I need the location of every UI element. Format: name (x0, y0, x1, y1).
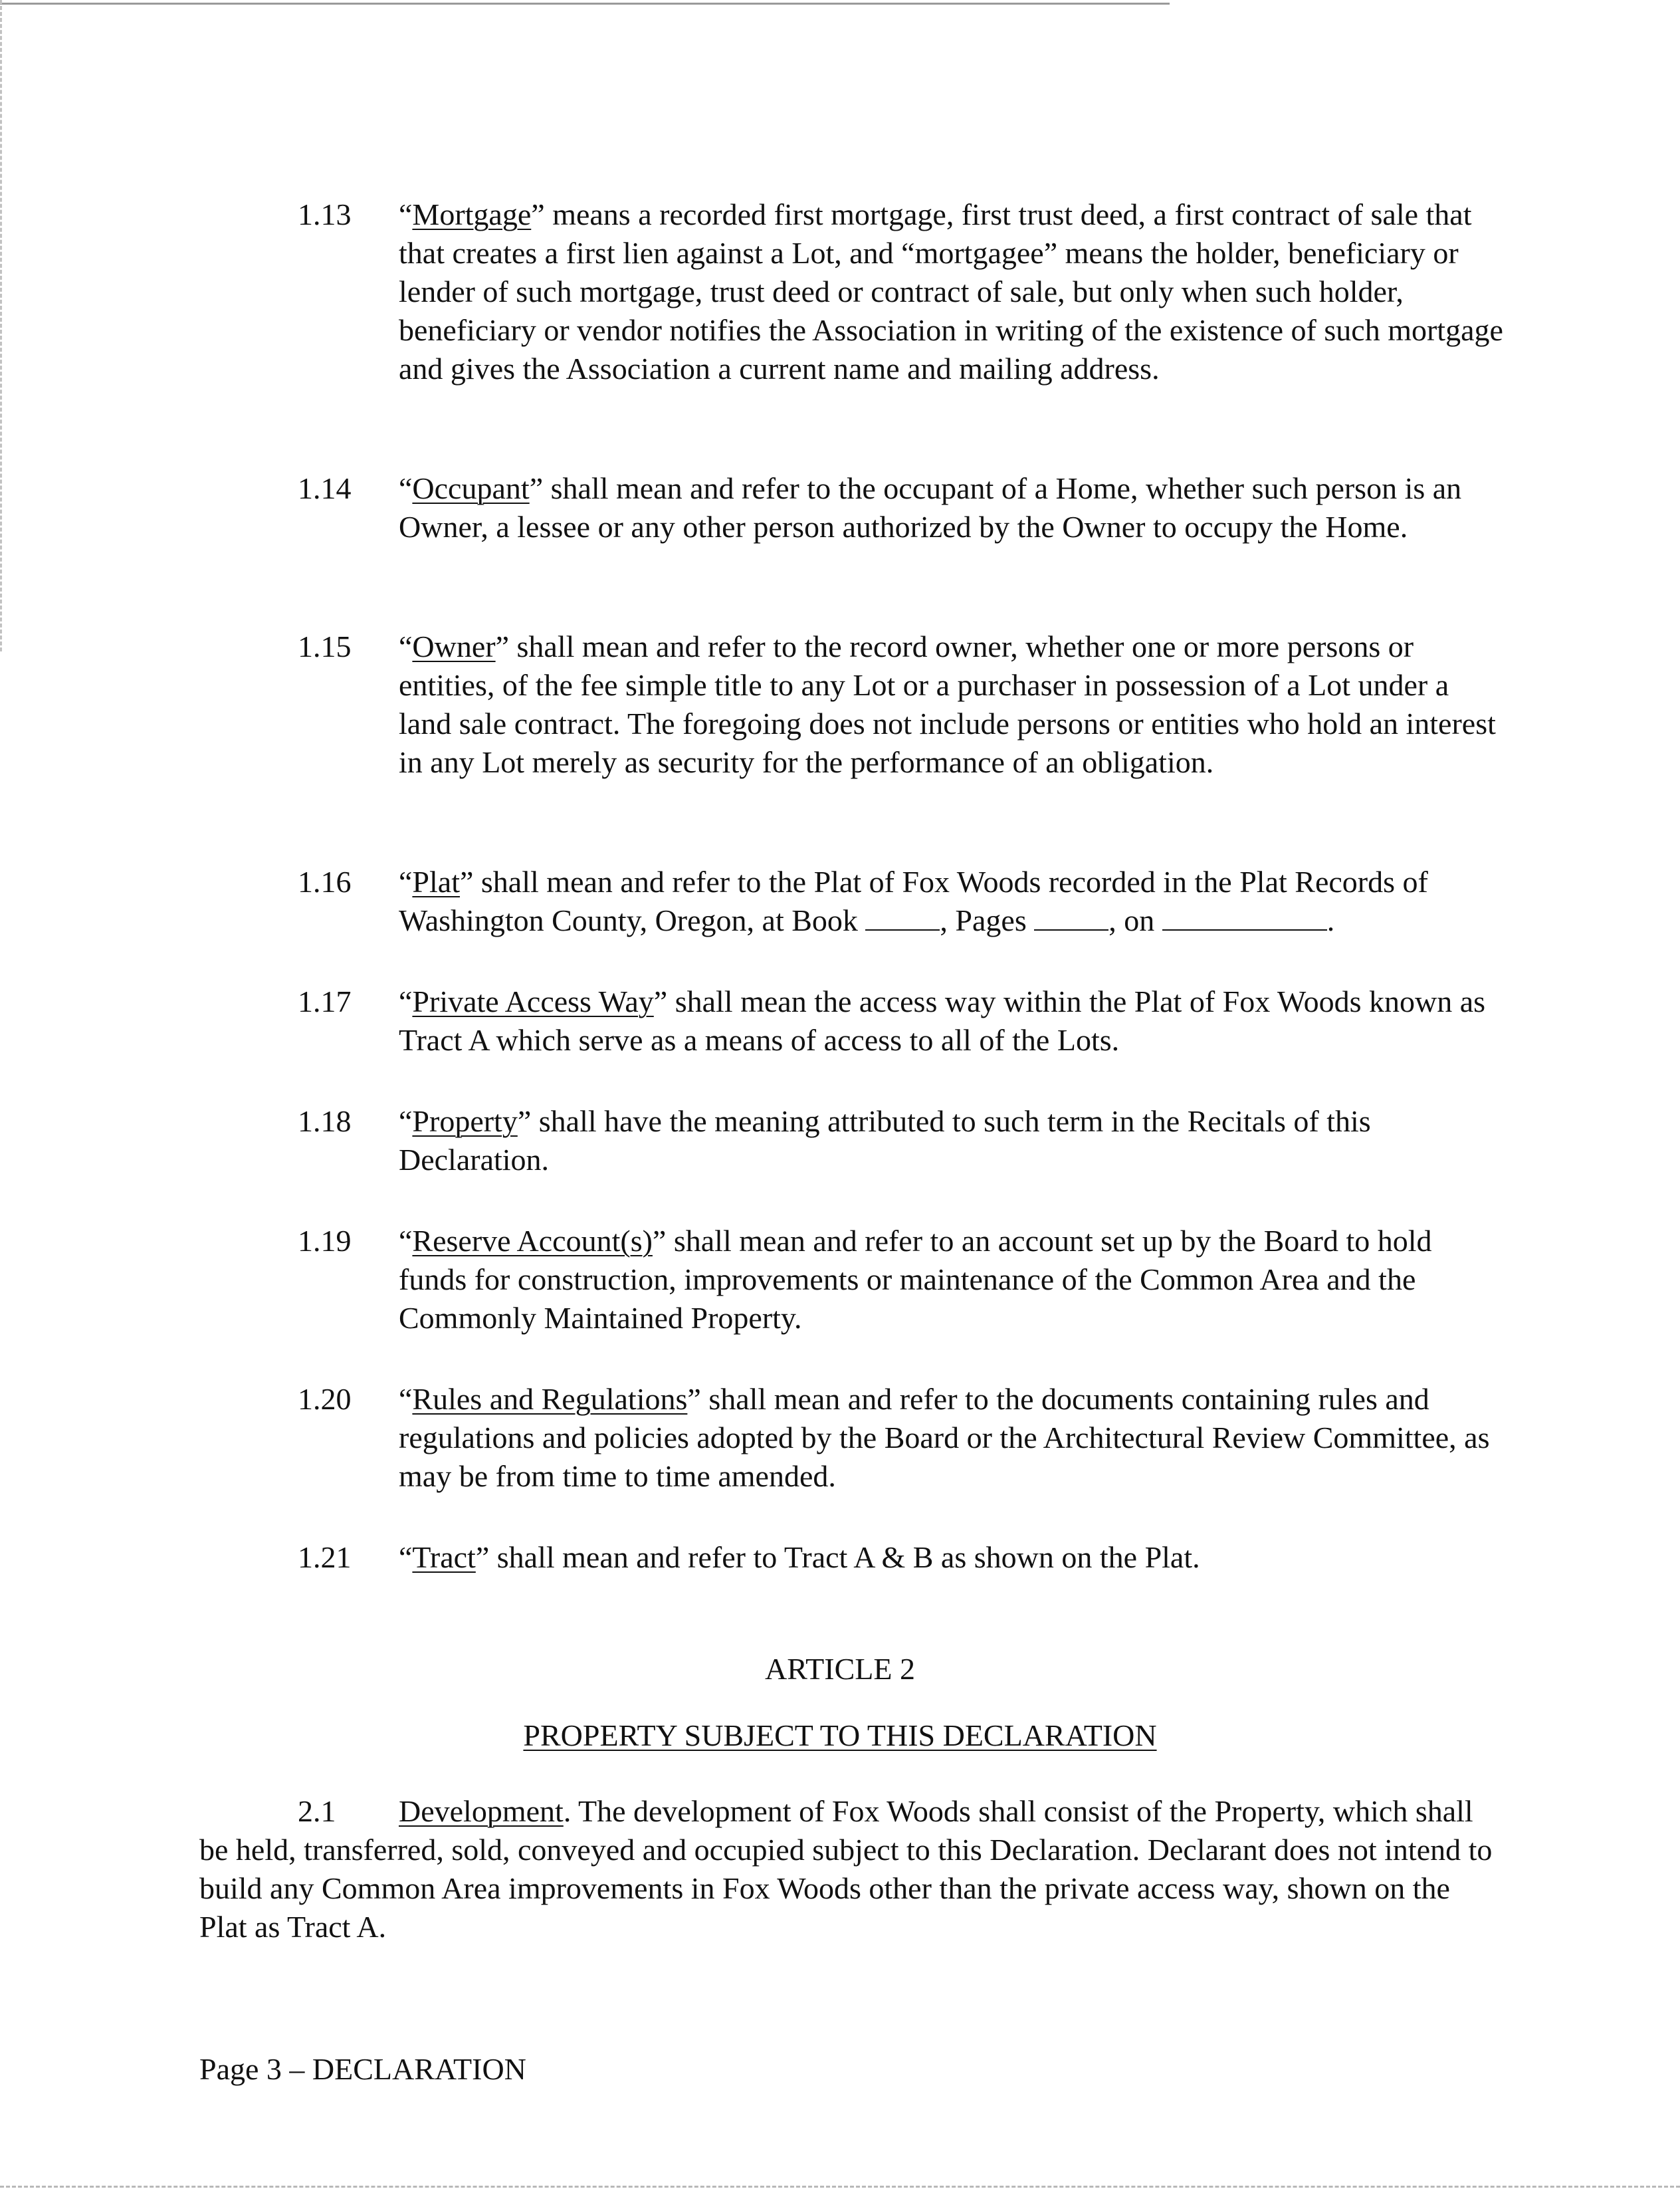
book-blank-line (865, 903, 940, 931)
definition-number: 1.18 (298, 1104, 352, 1138)
open-quote: “ (399, 984, 413, 1018)
close-quote: ” (517, 1104, 532, 1138)
close-quote: ” (652, 1224, 667, 1258)
section-term: Development (399, 1794, 564, 1828)
definition-body (399, 863, 1507, 940)
close-quote: ” (529, 471, 544, 505)
definition-text: shall mean and refer to Tract A & B as shown on the Plat. (489, 1540, 1200, 1574)
definition-text: means a recorded first mortgage, first trust deed, a first contract of sale that that creates a first lien against a Lot, and “mortgagee” means the holder, beneficiary or lender of such mortgage, trust deed or contract of sale, but only when such holder, beneficiary or vendor notifies the Association in writing of the existence of such mortgage and gives the Association a current name and mailing address. (399, 197, 1503, 386)
definition-text: shall mean the access way within the Plat of Fox Woods known as Tract A which serve as a means of access to all of the Lots. (399, 984, 1486, 1057)
open-quote: “ (399, 197, 413, 231)
close-quote: ” (459, 865, 474, 899)
definition-text: shall mean and refer to the occupant of a Home, whether such person is an Owner, a lessee or any other person authorized by the Owner to occupy the Home. (399, 471, 1462, 544)
defined-term: Tract (412, 1540, 476, 1574)
open-quote: “ (399, 1104, 413, 1138)
close-quote: ” (531, 197, 545, 231)
definition-number: 1.15 (298, 630, 352, 663)
article-heading (0, 1716, 1680, 1755)
article-heading-text: PROPERTY SUBJECT TO THIS DECLARATION (523, 1718, 1157, 1752)
defined-term: Plat (412, 865, 460, 899)
close-quote: ” (687, 1382, 701, 1416)
defined-term: Occupant (412, 471, 530, 505)
definition-1-17 (298, 982, 1507, 1060)
definition-number: 1.20 (298, 1382, 352, 1416)
definition-1-21 (298, 1538, 1507, 1577)
open-quote: “ (399, 1382, 413, 1416)
definition-body (399, 1380, 1507, 1496)
definition-text: shall mean and refer to an account set up by the Board to hold funds for construction, improvements or maintenance of the Common Area and the Commonly Maintained Property. (399, 1224, 1432, 1335)
close-quote: ” (475, 1540, 490, 1574)
definition-1-13 (298, 195, 1507, 388)
definition-body (399, 628, 1507, 782)
definition-body (399, 1102, 1507, 1179)
open-quote: “ (399, 630, 413, 663)
section-number: 2.1 (298, 1794, 336, 1828)
defined-term: Reserve Account(s) (412, 1224, 653, 1258)
section-2-1 (199, 1792, 1502, 1946)
defined-term: Owner (412, 630, 496, 663)
defined-term: Mortgage (412, 197, 532, 231)
date-blank-line (1162, 903, 1327, 931)
definition-number: 1.19 (298, 1224, 352, 1258)
definition-body (399, 982, 1507, 1060)
definition-number: 1.14 (298, 471, 352, 505)
definition-text: . (1326, 903, 1335, 937)
definition-text: shall mean and refer to the record owner, whether one or more persons or entities, of the fee simple title to any Lot or a purchaser in possession of a Lot under a land sale contract. The foregoing does not include persons or entities who hold an interest in any Lot merely as security for the performance of an obligation. (399, 630, 1496, 779)
defined-term: Property (412, 1104, 518, 1138)
pages-blank-line (1034, 903, 1108, 931)
defined-term: Rules and Regulations (412, 1382, 688, 1416)
definition-text: shall mean and refer to the documents containing rules and regulations and policies adopted by the Board or the Architectural Review Committee, as may be from time to time amended. (399, 1382, 1490, 1493)
definition-1-14 (298, 469, 1507, 546)
open-quote: “ (399, 865, 413, 899)
page-footer: Page 3 – DECLARATION (199, 2052, 526, 2086)
definition-text: shall mean and refer to the Plat of Fox Woods recorded in the Plat Records of Washington County, Oregon, at Book (399, 865, 1428, 937)
definition-body (399, 1222, 1507, 1337)
definition-1-19 (298, 1222, 1507, 1337)
close-quote: ” (653, 984, 668, 1018)
definition-text: , on (1108, 903, 1162, 937)
open-quote: “ (399, 1540, 413, 1574)
scan-edge-left (0, 0, 2, 651)
scan-edge-top (0, 3, 1170, 5)
open-quote: “ (399, 1224, 413, 1258)
section-text: . The development of Fox Woods shall consist of the Property, which shall be held, transferred, sold, conveyed and occupied subject to this Declaration. Declarant does not intend to build any Common Area improvements in Fox Woods other than the private access way, shown on the Plat as Tract A. (199, 1794, 1493, 1944)
definition-1-20 (298, 1380, 1507, 1496)
definition-number: 1.17 (298, 984, 352, 1018)
definition-text: shall have the meaning attributed to such term in the Recitals of this Declaration. (399, 1104, 1371, 1177)
definition-1-16 (298, 863, 1507, 940)
definition-body (399, 195, 1507, 388)
scan-edge-bottom (0, 2186, 1680, 2188)
definition-1-15 (298, 628, 1507, 782)
definition-body (399, 1538, 1507, 1577)
article-label: ARTICLE 2 (765, 1652, 915, 1686)
defined-term: Private Access Way (412, 984, 654, 1018)
definition-text: , Pages (940, 903, 1035, 937)
definition-number: 1.21 (298, 1540, 352, 1574)
definition-number: 1.16 (298, 865, 352, 899)
definition-body (399, 469, 1507, 546)
close-quote: ” (495, 630, 510, 663)
open-quote: “ (399, 471, 413, 505)
definition-number: 1.13 (298, 197, 352, 231)
definition-1-18 (298, 1102, 1507, 1179)
